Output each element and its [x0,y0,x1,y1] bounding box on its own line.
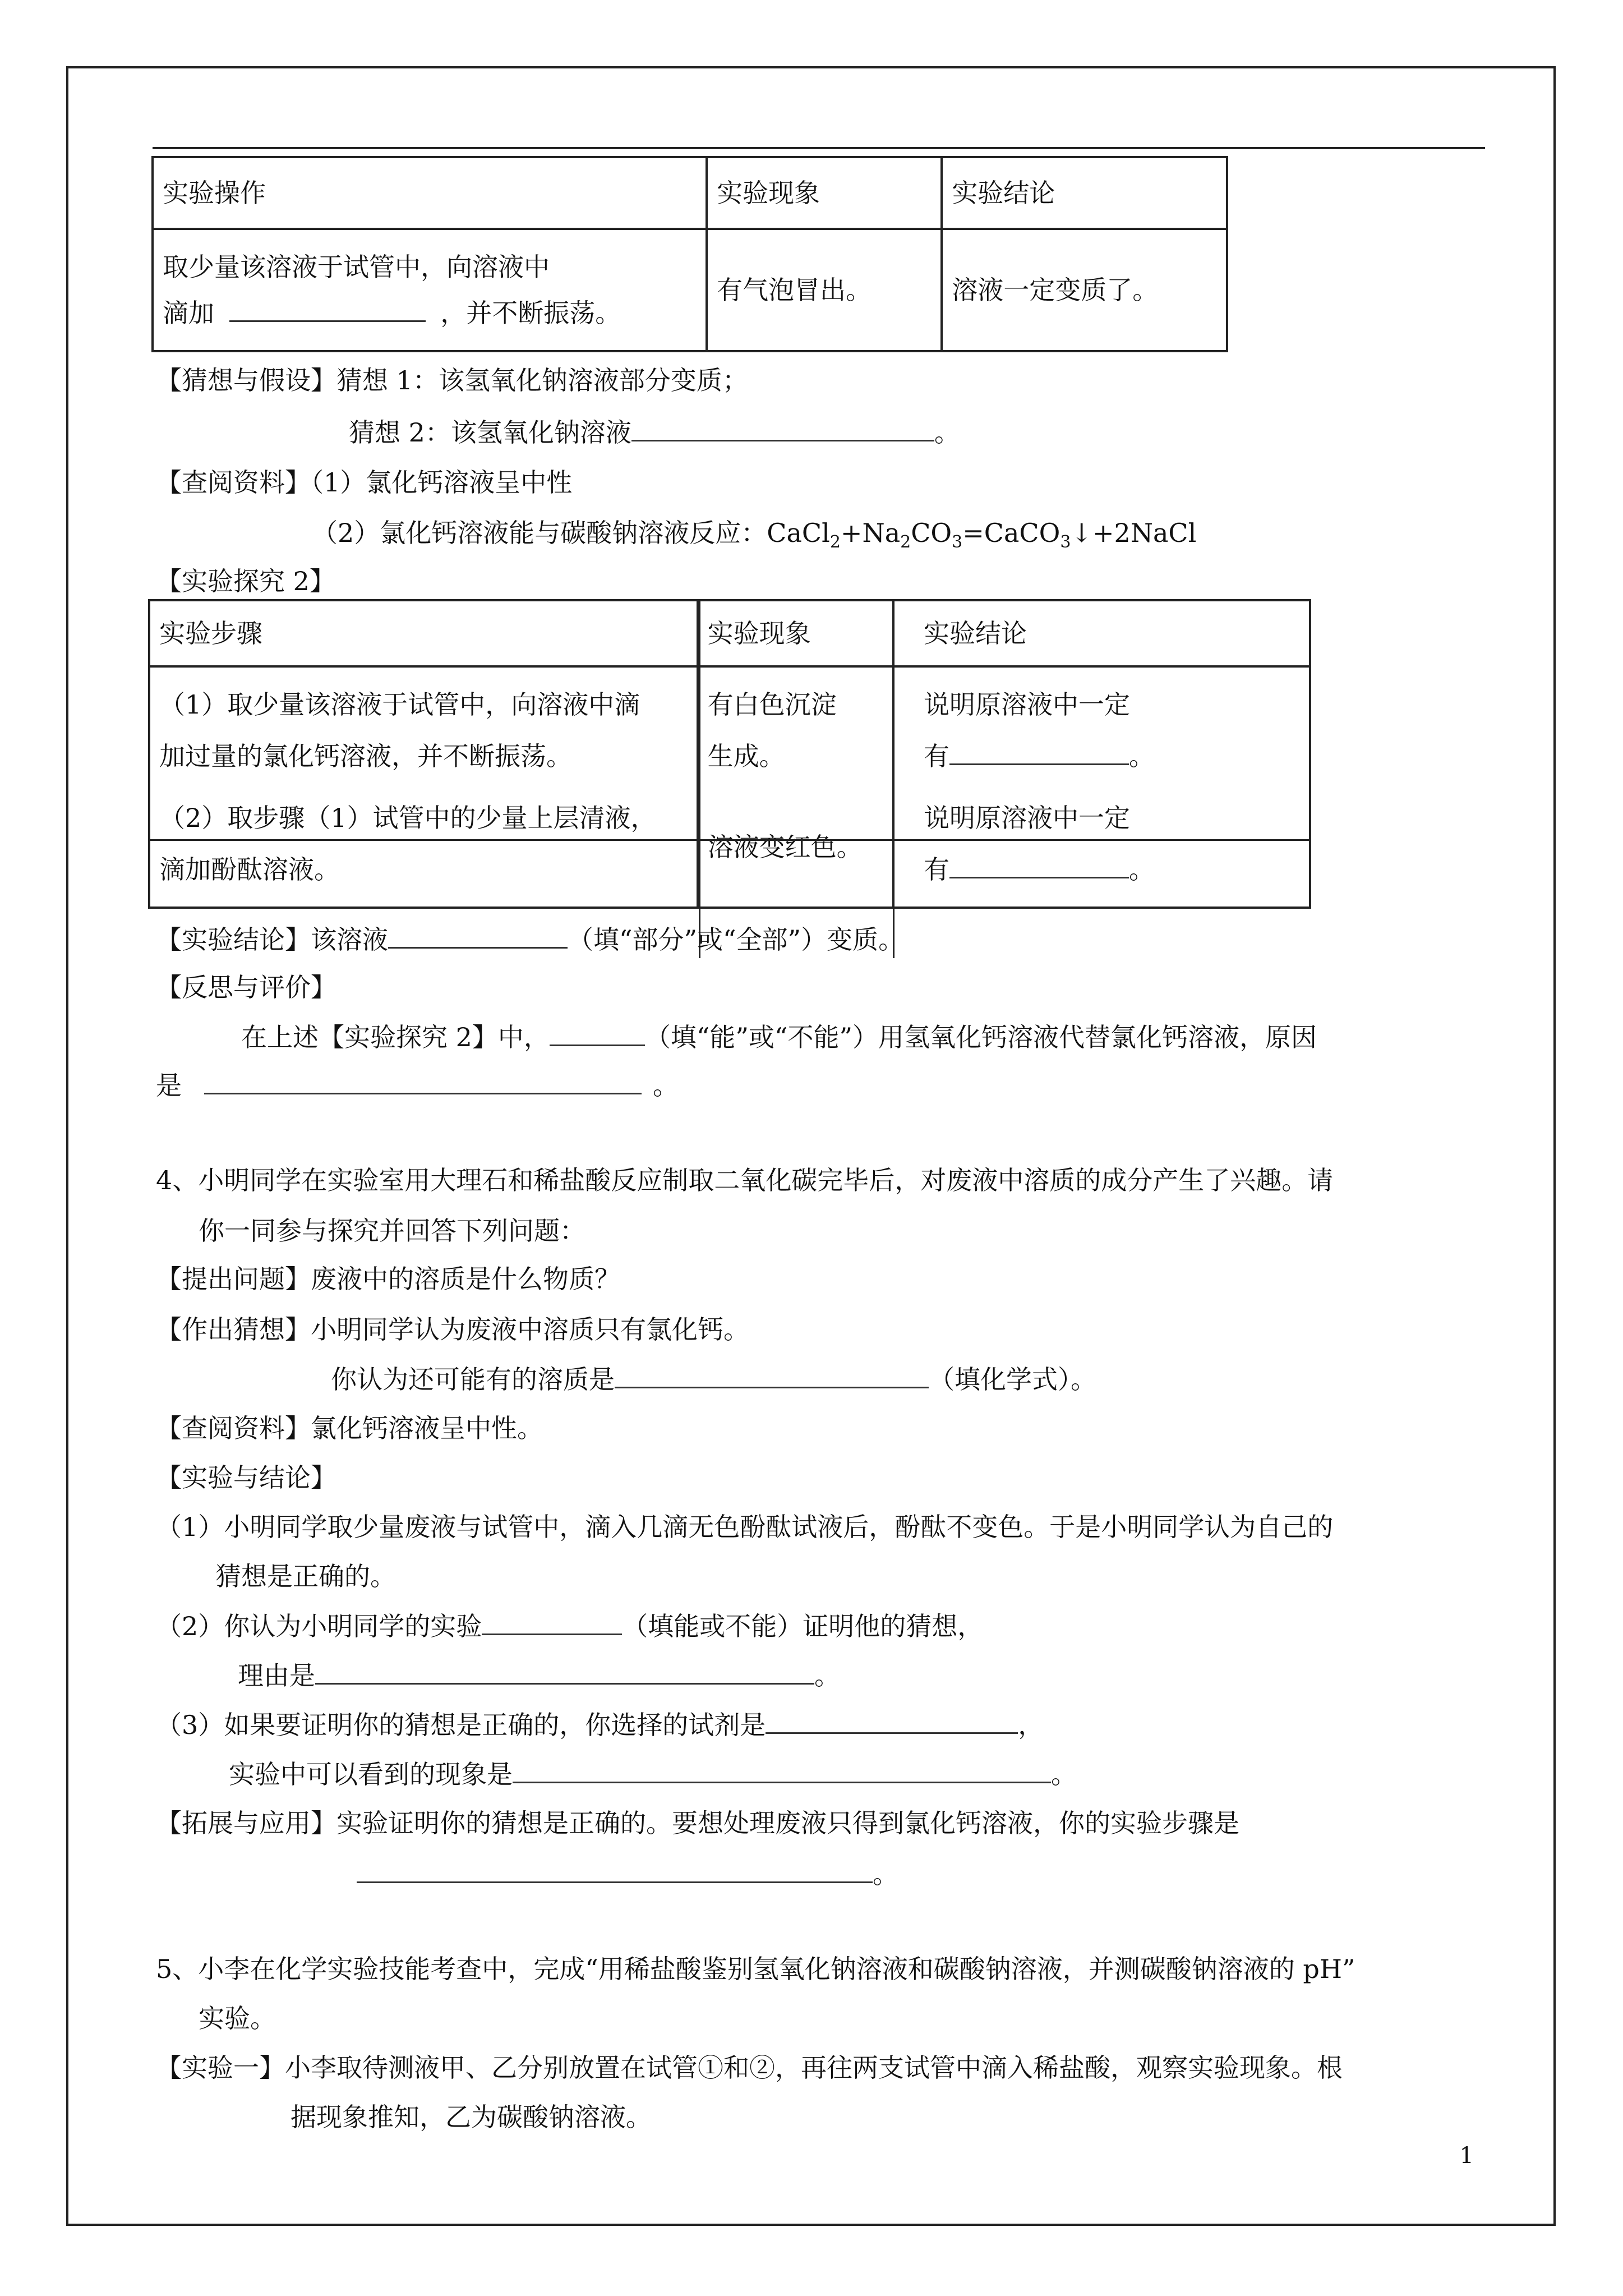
q4-exp3-line-1: （3）如果要证明你的猜想是正确的，你选择的试剂是 ， [156,1708,1044,1742]
experiment-table-1 [151,156,1228,352]
table1-header-operation: 实验操作 [153,157,707,229]
q4-intro-line-1: 4、小明同学在实验室用大理石和稀盐酸反应制取二氧化碳完毕后，对废液中溶质的成分产生了兴趣。请 [156,1165,1334,1195]
reflection-line-2: 是 。 [156,1068,679,1102]
table2-header-step: 实验步骤 [149,600,698,666]
reference-line-1: 【查阅资料】（1）氯化钙溶液呈中性 [156,467,573,498]
table2-header-conclusion: 实验结论 [893,600,1310,666]
answer-blank[interactable] [615,1362,929,1388]
answer-blank[interactable] [357,1857,873,1883]
reflection-label: 【反思与评价】 [156,972,336,1002]
answer-blank[interactable] [513,1757,1051,1783]
table1-header-phenomenon: 实验现象 [707,157,942,229]
table2-phenomenon-cell: 有白色沉淀 生成。 溶液变红色。 [698,666,893,908]
explore2-label: 【实验探究 2】 [156,566,335,596]
answer-blank[interactable] [550,1020,645,1046]
table1-operation-line1: 取少量该溶液于试管中，向溶液中 [163,252,550,282]
table1-phenomenon-cell: 有气泡冒出。 [707,229,942,351]
header-rule [153,147,1485,149]
q4-exp1-line-1: （1）小明同学取少量废液与试管中，滴入几滴无色酚酞试液后，酚酞不变色。于是小明同学认为自己的 [156,1512,1334,1542]
experiment-table-2 [148,599,1311,909]
q4-extension-line-2: 。 [357,1857,898,1891]
answer-blank[interactable] [949,739,1129,765]
hypothesis-line-1: 【猜想与假设】猜想 1：该氢氧化钠溶液部分变质； [156,365,748,395]
q4-exp2-line-1: （2）你认为小明同学的实验 （填能或不能）证明他的猜想， [156,1609,983,1643]
q5-intro-line-2: 实验。 [199,2003,276,2033]
answer-blank[interactable] [204,1068,642,1094]
table1-header-conclusion: 实验结论 [942,157,1227,229]
reflection-line-1: 在上述【实验探究 2】中， （填“能”或“不能”）用氢氧化钙溶液代替氯化钙溶液，原因 [241,1020,1317,1054]
chemical-equation: $CaCl_2+Na_2CO_3=CaCO_3↓+2NaCl$ [767,518,1197,553]
table-divider-line [893,599,895,958]
q5-exp1-line-1: 【实验一】小李取待测液甲、乙分别放置在试管①和②，再往两支试管中滴入稀盐酸，观察实验现象。根 [156,2053,1343,2083]
answer-blank[interactable] [766,1708,1018,1734]
q4-guess-line-2: 你认为还可能有的溶质是 （填化学式）。 [331,1362,1096,1396]
hypothesis-line-2: 猜想 2：该氢氧化钠溶液 。 [349,415,960,449]
table1-conclusion-cell: 溶液一定变质了。 [942,229,1227,351]
q4-intro-line-2: 你一同参与探究并回答下列问题： [199,1216,585,1246]
answer-blank[interactable] [631,415,934,441]
table2-step-cell: （1）取少量该溶液于试管中，向溶液中滴 加过量的氯化钙溶液，并不断振荡。 （2）取步骤（1）试管中的少量上层清液， 滴加酚酞溶液。 [149,666,698,908]
q4-extension-line-1: 【拓展与应用】实验证明你的猜想是正确的。要想处理废液只得到氯化钙溶液，你的实验步骤是 [156,1808,1239,1838]
q4-guess: 【作出猜想】小明同学认为废液中溶质只有氯化钙。 [156,1314,749,1345]
reference-line-2: （2）氯化钙溶液能与碳酸钠溶液反应：$CaCl_2+Na_2CO_3=CaCO_3↓+2NaCl$ [312,518,1197,553]
q4-experiment-label: 【实验与结论】 [156,1462,336,1493]
q4-exp2-line-2: 理由是 。 [238,1658,840,1692]
table1-operation-line2: 滴加 ，并不断振荡。 [163,290,697,336]
q5-intro-line-1: 5、小李在化学实验技能考查中，完成“用稀盐酸鉴别氢氧化钠溶液和碳酸钠溶液，并测碳酸钠溶液的 pH” [156,1954,1355,1984]
conclusion-line: 【实验结论】该溶液 （填“部分”或“全部”）变质。 [156,922,904,956]
table-divider-line [699,599,700,958]
table-divider-line [148,839,1311,841]
table2-conclusion-cell: 说明原溶液中一定 有 。 说明原溶液中一定 有 。 [893,666,1310,908]
answer-blank[interactable] [229,296,426,322]
q4-question: 【提出问题】废液中的溶质是什么物质？ [156,1264,620,1294]
q4-exp1-line-2: 猜想是正确的。 [215,1561,396,1591]
q4-reference: 【查阅资料】氯化钙溶液呈中性。 [156,1413,543,1443]
table1-operation-cell [153,229,707,351]
table2-header-phenomenon: 实验现象 [698,600,893,666]
q4-exp3-line-2: 实验中可以看到的现象是 。 [229,1757,1077,1791]
answer-blank[interactable] [388,922,568,949]
q5-exp1-line-2: 据现象推知，乙为碳酸钠溶液。 [291,2102,652,2132]
answer-blank[interactable] [949,852,1129,878]
answer-blank[interactable] [482,1609,622,1635]
answer-blank[interactable] [315,1658,814,1685]
page-number: 1 [1459,2143,1474,2169]
